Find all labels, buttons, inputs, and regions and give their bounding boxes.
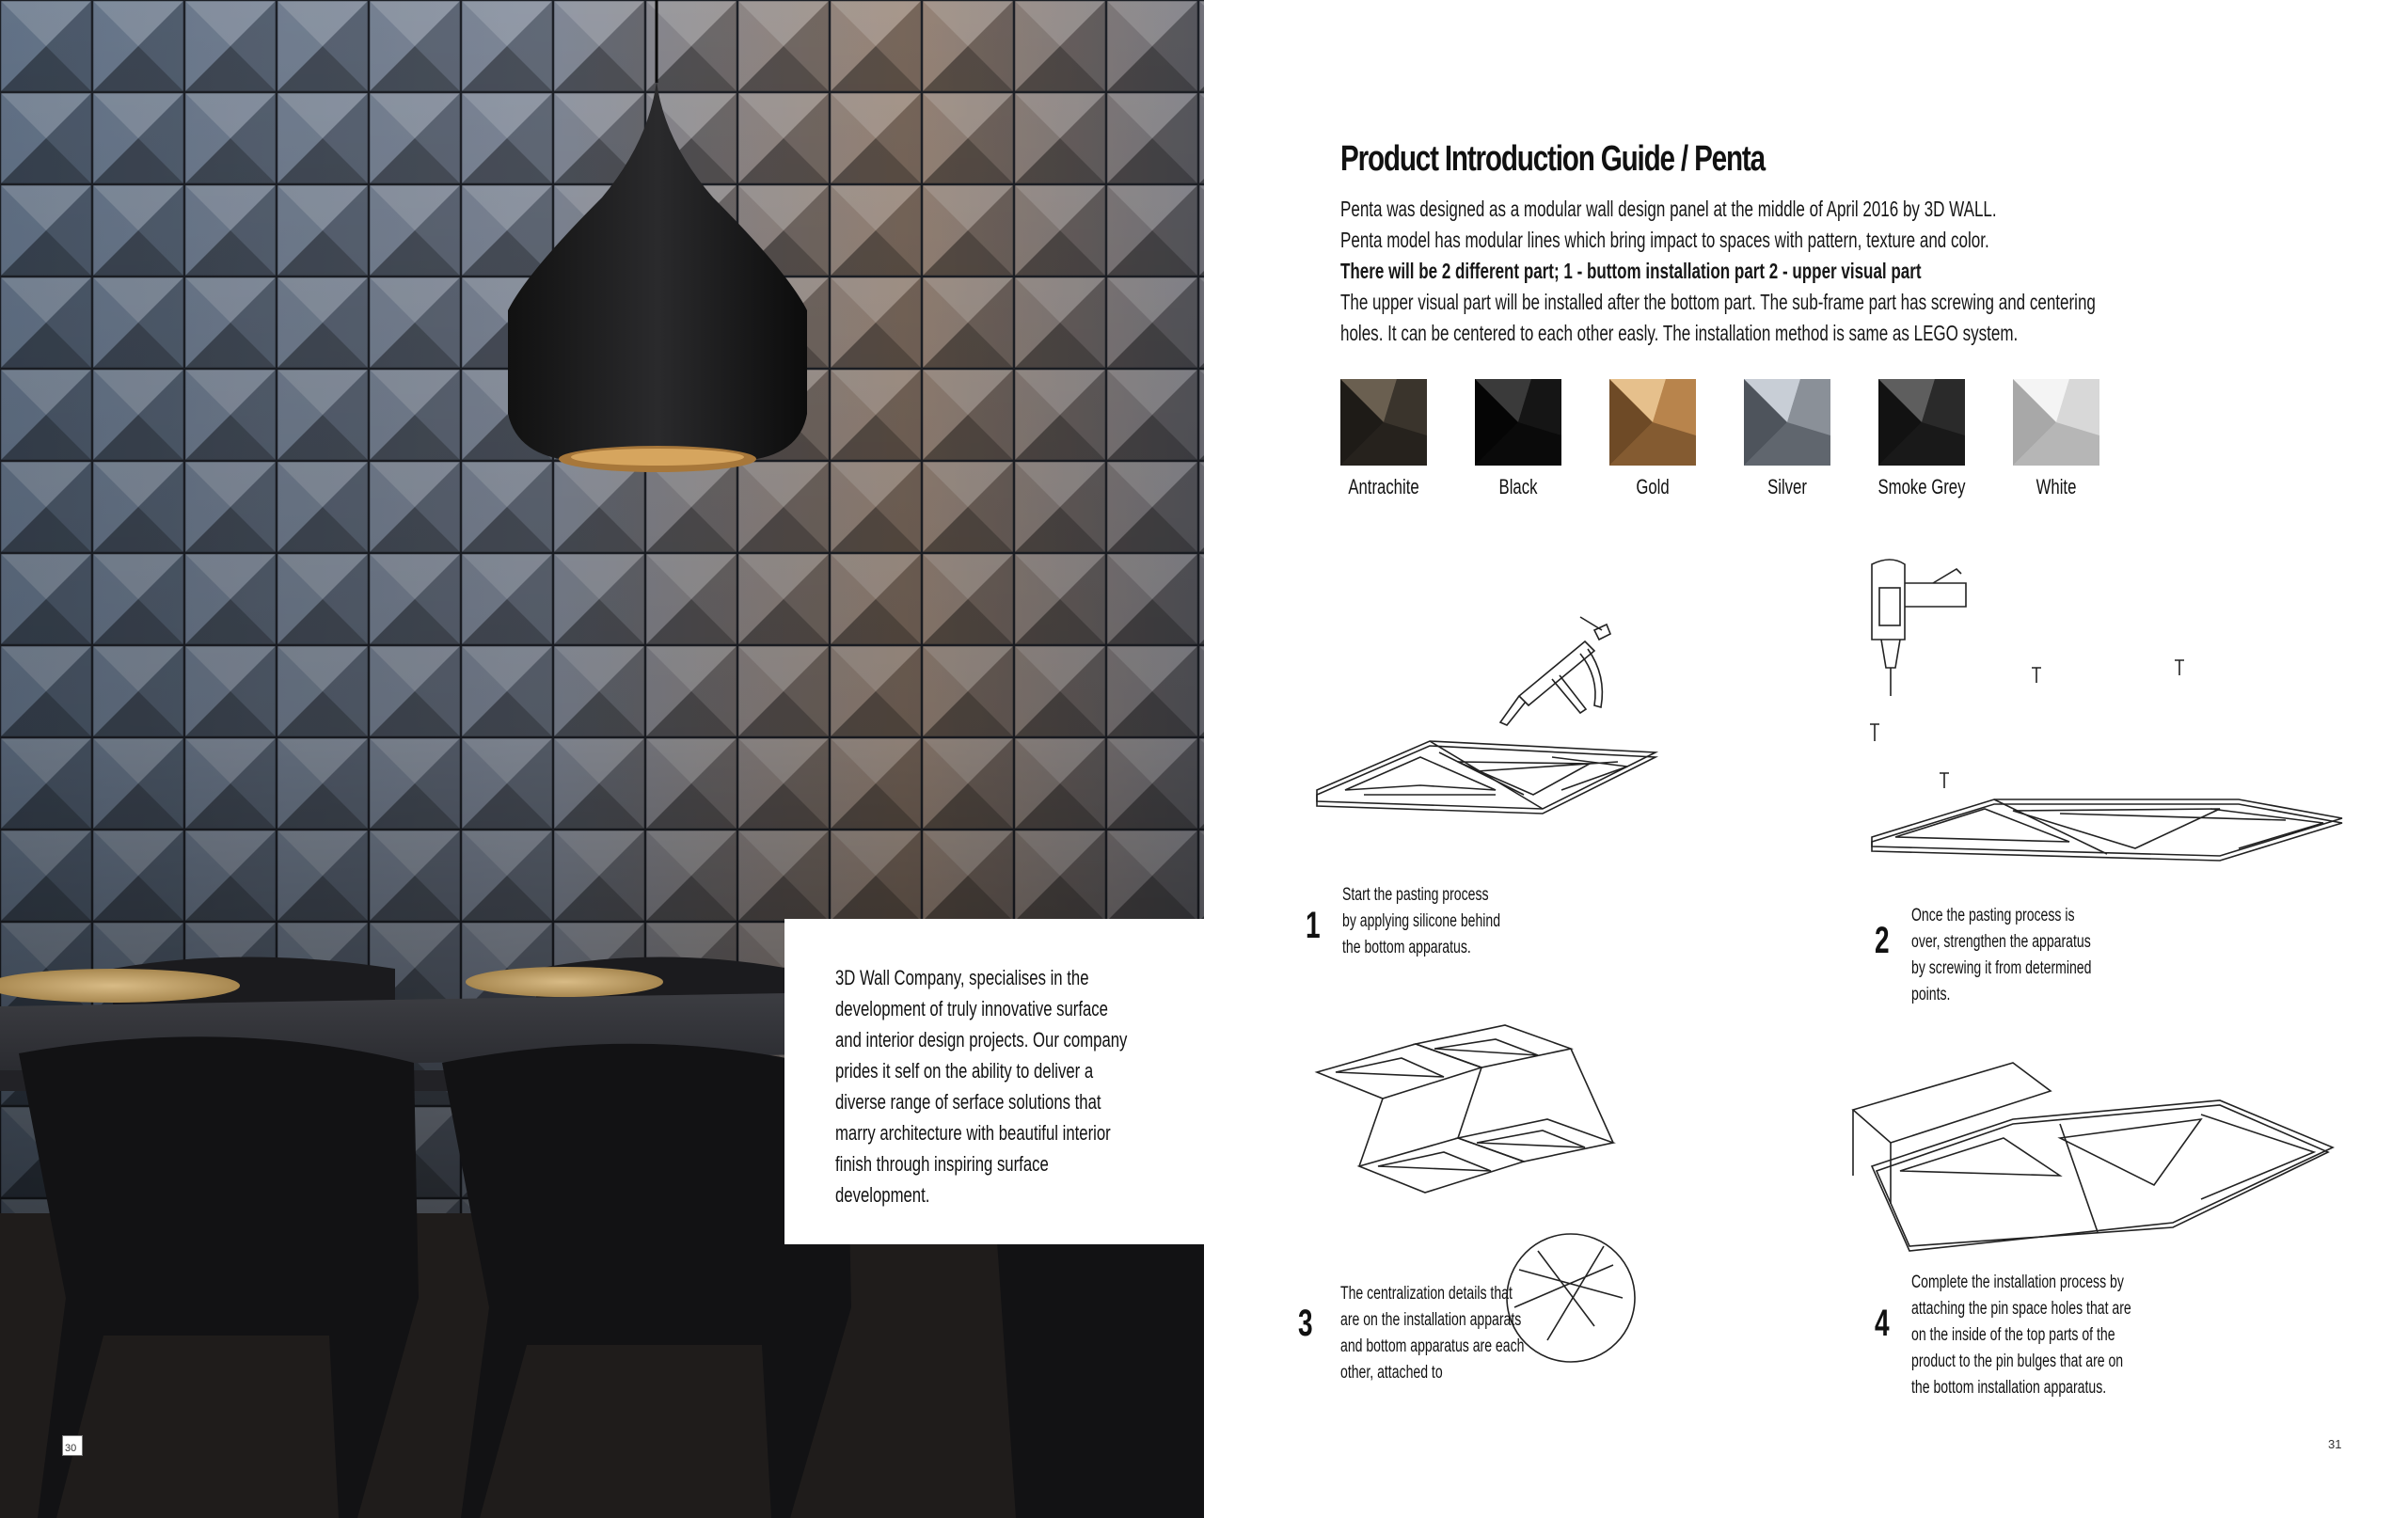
step-2-text: Once the pasting process is over, strengthen the apparatus by screwing it from determined points. (1911, 906, 2092, 1004)
color-swatch-label: Silver (1767, 475, 1807, 498)
page-number-right: 31 (2328, 1437, 2342, 1451)
parts-line: There will be 2 different part; 1 - buttom installation part 2 - upper visual part (1340, 259, 1922, 283)
color-swatch-black (1475, 379, 1561, 466)
page-number-box (62, 1435, 83, 1456)
product-guide-page (1204, 0, 2408, 1518)
step-1-number: 1 (1306, 905, 1321, 946)
step-2-number: 2 (1875, 920, 1890, 961)
description-line: Penta model has modular lines which bring impact to spaces with pattern, texture and color. (1340, 228, 1989, 252)
color-swatch-label: Smoke Grey (1877, 475, 1966, 498)
color-swatch-label: Gold (1636, 475, 1670, 498)
color-swatch-label: Black (1498, 475, 1538, 498)
color-swatch-smoke-grey (1878, 379, 1965, 466)
step-4-illustration (1844, 1035, 2352, 1260)
step-4-number: 4 (1875, 1303, 1890, 1344)
description-line: Penta was designed as a modular wall design panel at the middle of April 2016 by 3D WALL. (1340, 197, 1997, 221)
page-number-left: 30 (65, 1443, 77, 1454)
page-title: Product Introduction Guide / Penta (1340, 139, 1765, 179)
step-4-text: Complete the installation process by attaching the pin space holes that are on the inside of the top parts of the product to the pin bulges that are on the bottom installation apparatus. (1911, 1273, 2131, 1398)
color-swatch-label: Antrachite (1348, 475, 1419, 498)
step-3-text: The centralization details that are on the installation apparats and bottom apparatus are each other, attached to (1340, 1284, 1525, 1383)
description-line: The upper visual part will be installed after the bottom part. The sub-frame part has screwing and centering holes. It can be centered to each other easly. The installation method is same as LEGO system. (1340, 290, 2096, 345)
product-description (1340, 194, 2141, 349)
color-swatch-gold (1609, 379, 1696, 466)
company-description: 3D Wall Company, specialises in the development of truly innovative surface and interior design projects. Our company prides it self on the ability to deliver a diverse range of serface solutions that marry architecture with beautiful interior finish through inspiring surface development. (835, 966, 1128, 1207)
color-swatch-antrachite (1340, 379, 1427, 466)
color-swatch-silver (1744, 379, 1830, 466)
step-1-text: Start the pasting process by applying silicone behind the bottom apparatus. (1342, 885, 1501, 957)
color-swatch-label: White (2036, 475, 2077, 498)
company-quote-box (784, 919, 1204, 1244)
step-3-number: 3 (1298, 1303, 1313, 1344)
step-2-illustration (1853, 555, 2352, 865)
step-1-illustration (1307, 602, 1665, 846)
color-swatch-white (2013, 379, 2099, 466)
